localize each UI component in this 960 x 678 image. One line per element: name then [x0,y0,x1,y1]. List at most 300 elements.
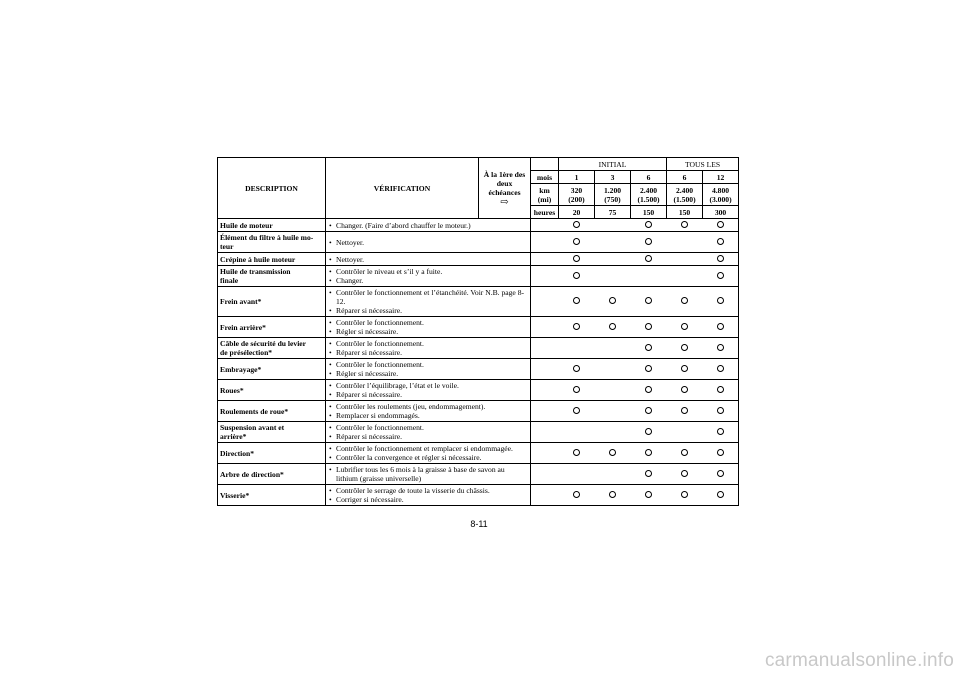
table-row [218,287,739,317]
interval-mark-cell [703,232,739,253]
table-row [218,232,739,253]
interval-value [631,184,667,206]
unit-column-blank [531,232,559,253]
check-line [329,288,528,306]
interval-mark-cell [703,338,739,359]
item-checks [326,219,531,232]
circle-icon [717,272,724,279]
interval-mark-cell [631,422,667,443]
circle-icon [645,470,652,477]
interval-mark-cell [703,464,739,485]
interval-mark-cell [667,232,703,253]
circle-icon [609,491,616,498]
interval-value-part: 320 [570,185,583,195]
item-name-line: teur [220,242,234,251]
check-line [329,495,528,504]
check-text: Contrôler l’équilibrage, l’état et le voile. [336,381,459,390]
bullet-icon: • [329,288,332,297]
interval-value-part: 2.400 [675,185,694,195]
item-checks [326,232,531,253]
item-name-line: Frein avant* [220,297,262,306]
check-line [329,444,528,453]
circle-icon [573,491,580,498]
circle-icon [573,365,580,372]
interval-mark-cell [667,287,703,317]
interval-value-part: (750) [604,194,621,204]
item-name [218,485,326,506]
check-line [329,390,528,399]
circle-icon [573,238,580,245]
circle-icon [573,323,580,330]
interval-mark-cell [559,338,595,359]
interval-mark-cell [559,317,595,338]
circle-icon [573,449,580,456]
table-row [218,266,739,287]
item-name [218,422,326,443]
interval-mark-cell [703,380,739,401]
circle-icon [645,449,652,456]
interval-mark-cell [703,287,739,317]
item-name [218,232,326,253]
circle-icon [717,449,724,456]
circle-icon [717,365,724,372]
bullet-icon: • [329,369,332,378]
interval-mark-cell [667,464,703,485]
interval-value-part: (1.500) [673,194,696,204]
item-checks [326,253,531,266]
circle-icon [681,407,688,414]
interval-mark-cell [559,287,595,317]
circle-icon [717,470,724,477]
item-name [218,464,326,485]
interval-mark-cell [595,359,631,380]
unit-label-part: km [539,185,550,195]
bullet-icon: • [329,339,332,348]
page-number: 8-11 [470,519,488,529]
first-interval-header [479,158,531,219]
table-row [218,485,739,506]
interval-value: 6 [631,171,667,184]
interval-mark-cell [559,380,595,401]
circle-icon [573,272,580,279]
item-checks [326,401,531,422]
check-line [329,276,528,285]
circle-icon [681,491,688,498]
interval-mark-cell [631,485,667,506]
interval-mark-cell [559,443,595,464]
interval-mark-cell [667,380,703,401]
interval-value: 1 [559,171,595,184]
bullet-icon: • [329,495,332,504]
bullet-icon: • [329,276,332,285]
check-line [329,453,528,462]
check-text: Réparer si nécessaire. [336,348,402,357]
item-name-line: Visserie* [220,490,250,500]
circle-icon [609,323,616,330]
circle-icon [609,449,616,456]
interval-mark-cell [595,253,631,266]
interval-mark-cell [559,464,595,485]
interval-value: 12 [703,171,739,184]
item-checks [326,464,531,485]
check-line [329,423,528,432]
unit-column-blank [531,485,559,506]
circle-icon [717,344,724,351]
check-line [329,411,528,420]
interval-mark-cell [703,485,739,506]
table-row [218,219,739,232]
interval-mark-cell [631,266,667,287]
item-name [218,359,326,380]
item-name-line: arrière* [220,432,247,441]
check-line [329,402,528,411]
watermark-logo: carmanualsonline.info [764,650,954,671]
interval-mark-cell [595,338,631,359]
arrow-right-outline-icon: ⇨ [500,196,509,208]
unit-column-blank [531,443,559,464]
check-text: Changer. [336,276,364,285]
circle-icon [681,470,688,477]
item-checks [326,266,531,287]
bullet-icon: • [329,411,332,420]
bullet-icon: • [329,432,332,441]
interval-mark-cell [559,359,595,380]
interval-mark-cell [703,266,739,287]
bullet-icon: • [329,444,332,453]
circle-icon [645,407,652,414]
item-name-line: de présélection* [220,348,273,357]
description-header: DESCRIPTION [218,158,326,219]
interval-value [559,184,595,206]
item-name-line: Crépine à huile moteur [220,254,296,264]
table-row [218,338,739,359]
check-text: Contrôler le serrage de toute la visserie du châssis. [336,486,490,495]
interval-mark-cell [631,443,667,464]
interval-value [595,184,631,206]
bullet-icon: • [329,465,332,474]
item-name [218,401,326,422]
check-text: Contrôler la convergence et régler si nécessaire. [336,453,482,462]
interval-mark-cell [631,232,667,253]
interval-value-part: 4.800 [711,185,730,195]
circle-icon [573,386,580,393]
check-line [329,267,528,276]
unit-label-part: (mi) [537,194,552,204]
interval-mark-cell [667,266,703,287]
item-name-line: Suspension avant et [220,423,285,432]
item-checks [326,359,531,380]
check-text: Contrôler le fonctionnement. [336,423,424,432]
circle-icon [645,491,652,498]
interval-mark-cell [559,253,595,266]
circle-icon [573,407,580,414]
circle-icon [645,323,652,330]
interval-value: 150 [667,206,703,219]
interval-mark-cell [595,485,631,506]
check-line [329,360,528,369]
interval-value: 20 [559,206,595,219]
circle-icon [645,221,652,228]
maintenance-chart [217,157,738,506]
circle-icon [609,297,616,304]
check-text: Changer. (Faire d’abord chauffer le moteur.) [336,220,471,230]
interval-mark-cell [631,287,667,317]
check-line [329,432,528,441]
check-text: Contrôler les roulements (jeu, endommagement). [336,402,486,411]
item-checks [326,422,531,443]
table-row [218,422,739,443]
unit-column-blank [531,287,559,317]
item-name-line: finale [220,276,239,285]
interval-mark-cell [631,380,667,401]
item-checks [326,317,531,338]
interval-mark-cell [559,219,595,232]
interval-mark-cell [667,219,703,232]
unit-column-blank [531,401,559,422]
interval-value-part: 1.200 [603,185,622,195]
interval-mark-cell [667,401,703,422]
interval-mark-cell [595,464,631,485]
circle-icon [645,344,652,351]
interval-mark-cell [667,359,703,380]
item-name-line: Arbre de direction* [220,469,284,479]
circle-icon [645,297,652,304]
item-name-line: Huile de transmission [220,267,291,276]
circle-icon [717,386,724,393]
interval-mark-cell [631,359,667,380]
interval-value-part: (3.000) [709,194,732,204]
interval-mark-cell [559,422,595,443]
interval-value-part: (200) [568,194,585,204]
interval-value [667,184,703,206]
unit-column-blank [531,380,559,401]
check-text: Remplacer si endommagés. [336,411,420,420]
unit-label: mois [531,171,559,184]
item-name-line: Câble de sécurité du levier [220,339,307,348]
bullet-icon: • [329,267,332,276]
circle-icon [717,238,724,245]
interval-mark-cell [631,253,667,266]
interval-value: 75 [595,206,631,219]
interval-mark-cell [631,464,667,485]
circle-icon [681,365,688,372]
unit-column-blank [531,422,559,443]
interval-mark-cell [595,317,631,338]
interval-mark-cell [559,485,595,506]
bullet-icon: • [329,220,332,230]
first-interval-line-1: À la 1ère des [483,169,526,179]
interval-mark-cell [667,338,703,359]
circle-icon [573,221,580,228]
interval-mark-cell [703,359,739,380]
check-text: Contrôler le fonctionnement et remplacer si endommagée. [336,444,513,453]
circle-icon [717,255,724,262]
first-interval-line-2: deux [496,178,513,188]
item-checks [326,380,531,401]
bullet-icon: • [329,318,332,327]
unit-column-blank [531,338,559,359]
check-line [329,339,528,348]
item-name [218,219,326,232]
item-name [218,443,326,464]
item-name-line: Frein arrière* [220,322,266,332]
circle-icon [681,323,688,330]
interval-mark-cell [595,266,631,287]
interval-value-part: 2.400 [639,185,658,195]
interval-mark-cell [595,422,631,443]
bullet-icon: • [329,381,332,390]
bullet-icon: • [329,327,332,336]
unit-column-blank [531,359,559,380]
bullet-icon: • [329,254,332,264]
item-name [218,317,326,338]
check-line [329,369,528,378]
bullet-icon: • [329,453,332,462]
table-row [218,317,739,338]
check-line [329,306,528,315]
table-row [218,401,739,422]
circle-icon [573,297,580,304]
interval-mark-cell [667,422,703,443]
bullet-icon: • [329,390,332,399]
interval-value: 300 [703,206,739,219]
check-text: Contrôler le fonctionnement. [336,318,424,327]
check-text: Contrôler le niveau et s’il y a fuite. [336,267,443,276]
item-checks [326,443,531,464]
bullet-icon: • [329,306,332,315]
check-line [329,465,528,483]
item-name [218,253,326,266]
bullet-icon: • [329,348,332,357]
circle-icon [717,491,724,498]
check-line [329,221,528,230]
check-text: Lubrifier tous les 6 mois à la graisse à base de savon au lithium (graisse universelle) [336,465,505,483]
interval-mark-cell [703,253,739,266]
interval-value: 3 [595,171,631,184]
check-line [329,486,528,495]
circle-icon [717,428,724,435]
interval-mark-cell [667,317,703,338]
check-text: Contrôler le fonctionnement. [336,339,424,348]
unit-header-blank [531,158,559,171]
interval-mark-cell [631,338,667,359]
check-line [329,318,528,327]
interval-mark-cell [559,401,595,422]
circle-icon [717,323,724,330]
verification-header: VÉRIFICATION [326,158,479,219]
check-text: Régler si nécessaire. [336,369,399,378]
check-text: Nettoyer. [336,237,365,247]
interval-value: 6 [667,171,703,184]
circle-icon [681,297,688,304]
table-row [218,359,739,380]
circle-icon [717,297,724,304]
check-line [329,381,528,390]
check-line [329,255,528,264]
interval-value: 150 [631,206,667,219]
circle-icon [681,449,688,456]
check-text: Réparer si nécessaire. [336,432,402,441]
item-name [218,338,326,359]
circle-icon [681,221,688,228]
bullet-icon: • [329,360,332,369]
circle-icon [645,255,652,262]
bullet-icon: • [329,402,332,411]
circle-icon [645,428,652,435]
item-name-line: Embrayage* [220,364,262,374]
unit-column-blank [531,317,559,338]
circle-icon [645,238,652,245]
interval-mark-cell [667,443,703,464]
check-line [329,238,528,247]
check-text: Régler si nécessaire. [336,327,399,336]
bullet-icon: • [329,423,332,432]
item-name [218,287,326,317]
circle-icon [681,344,688,351]
maintenance-table [217,157,739,506]
circle-icon [717,407,724,414]
item-checks [326,287,531,317]
interval-mark-cell [703,401,739,422]
interval-mark-cell [595,232,631,253]
unit-label [531,184,559,206]
initial-header: INITIAL [559,158,667,171]
table-row [218,464,739,485]
item-name-line: Roues* [220,385,244,395]
bullet-icon: • [329,486,332,495]
interval-mark-cell [595,380,631,401]
table-row [218,380,739,401]
item-checks [326,338,531,359]
interval-mark-cell [631,219,667,232]
circle-icon [645,386,652,393]
circle-icon [681,386,688,393]
item-name-line: Élément du filtre à huile mo- [220,233,314,242]
item-name [218,266,326,287]
item-checks [326,485,531,506]
interval-mark-cell [703,317,739,338]
unit-column-blank [531,266,559,287]
interval-mark-cell [595,219,631,232]
every-header: TOUS LES [667,158,739,171]
bullet-icon: • [329,237,332,247]
interval-mark-cell [559,232,595,253]
check-text: Contrôler le fonctionnement. [336,360,424,369]
interval-mark-cell [595,443,631,464]
table-row [218,443,739,464]
unit-label: heures [531,206,559,219]
first-interval-line-3: échéances [488,187,521,197]
check-text: Contrôler le fonctionnement et l’étanchéité. Voir N.B. page 8-12. [336,288,525,306]
interval-mark-cell [595,287,631,317]
unit-column-blank [531,219,559,232]
circle-icon [573,255,580,262]
item-name-line: Direction* [220,448,255,458]
interval-mark-cell [667,485,703,506]
interval-mark-cell [595,401,631,422]
check-text: Corriger si nécessaire. [336,495,404,504]
check-line [329,348,528,357]
check-line [329,327,528,336]
item-name-line: Huile de moteur [220,220,273,230]
interval-mark-cell [703,422,739,443]
item-name-line: Roulements de roue* [220,406,289,416]
unit-column-blank [531,464,559,485]
interval-mark-cell [559,266,595,287]
table-row [218,253,739,266]
check-text: Réparer si nécessaire. [336,390,402,399]
circle-icon [645,365,652,372]
